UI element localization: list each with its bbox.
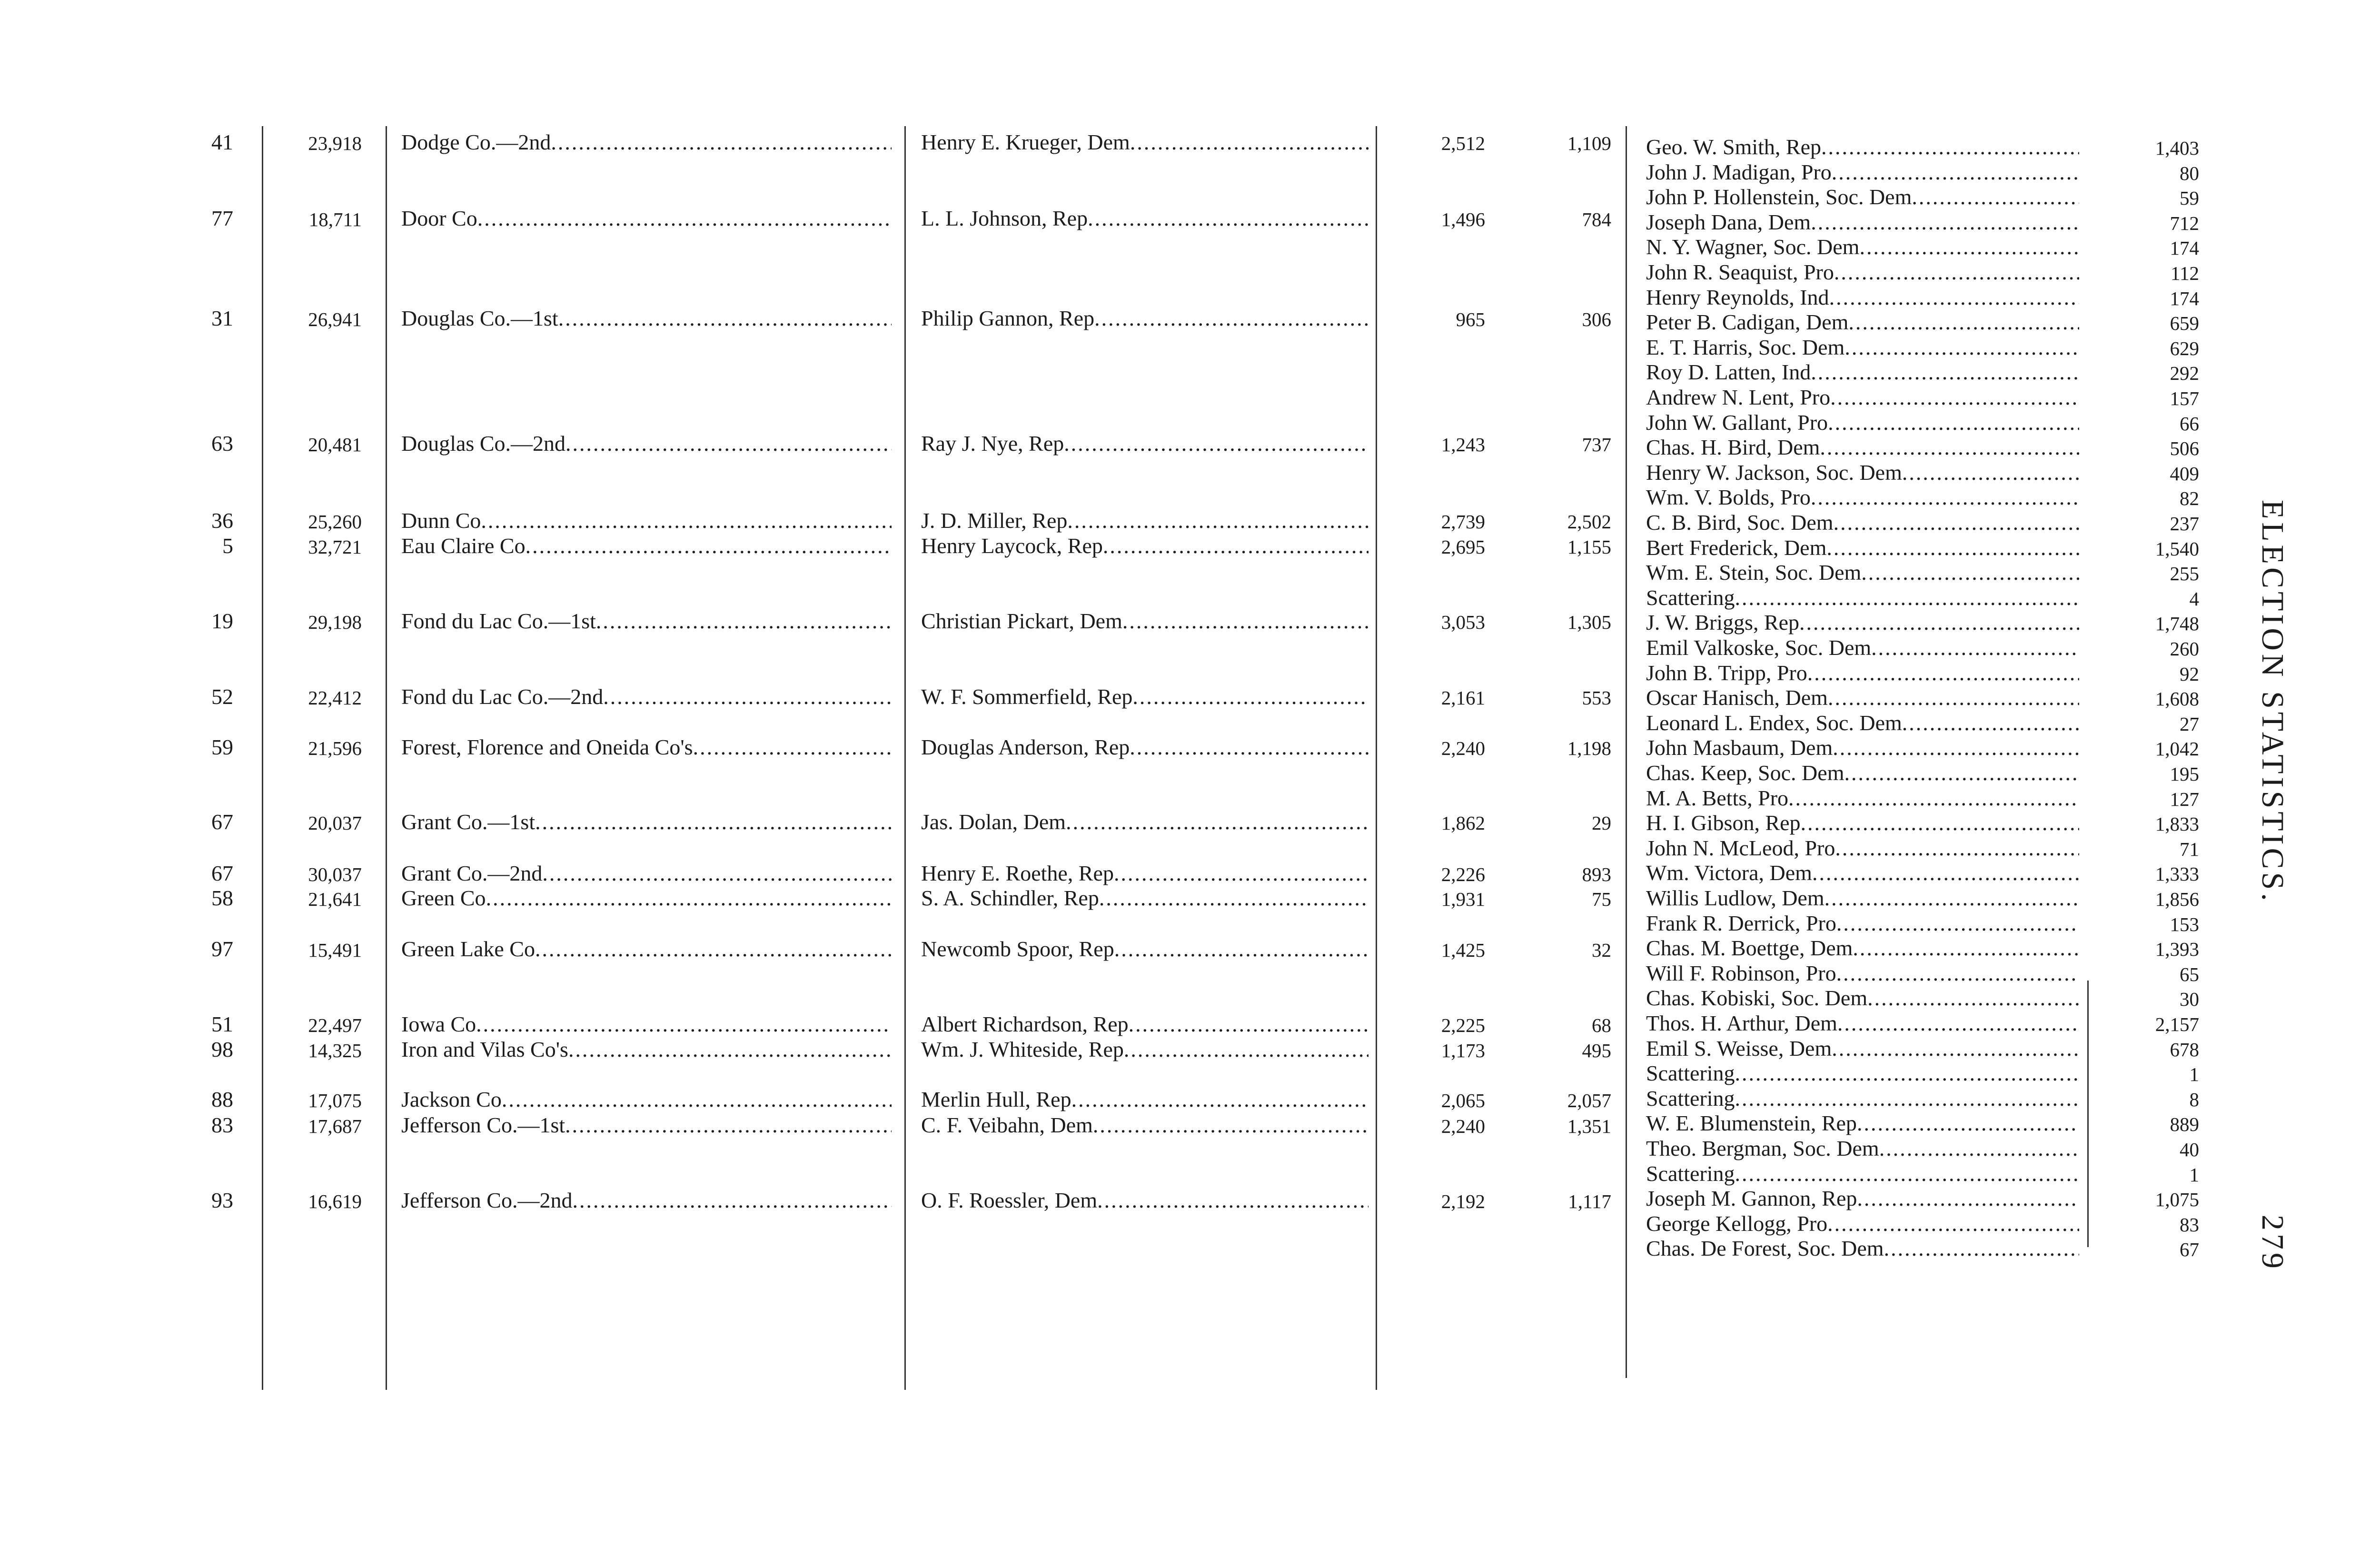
elected-cell (921, 206, 1368, 231)
opponent-votes: 1,393 (2155, 938, 2199, 961)
opponent-votes: 8 (2189, 1088, 2199, 1110)
opponent-cell (1646, 961, 2079, 986)
opponent-votes: 82 (2180, 487, 2199, 510)
vote-count: 1,425 (1441, 939, 1485, 961)
elected-name: Newcomb Spoor, Rep ..... (921, 937, 1368, 961)
row-number: 19 (211, 609, 233, 633)
population: 30,037 (308, 863, 362, 885)
opponent-votes: 260 (2170, 638, 2199, 660)
district-name: Eau Claire Co ..... (401, 534, 892, 558)
opponent-name: Bert Frederick, Dem ..... (1646, 535, 2079, 560)
vote-count: 2,225 (1441, 1014, 1485, 1036)
elected-name: O. F. Roessler, Dem ..... (921, 1188, 1368, 1212)
column-rule (1626, 126, 1627, 1378)
district-name: Door Co ..... (401, 206, 892, 230)
vote-count: 2,695 (1441, 536, 1485, 558)
district-name: Iron and Vilas Co's ..... (401, 1037, 892, 1061)
opponent-cell (1646, 285, 2079, 310)
opponent-votes: 174 (2170, 237, 2199, 259)
row-number: 51 (211, 1012, 233, 1036)
elected-cell (921, 936, 1368, 961)
opponent-name: Henry Reynolds, Ind ..... (1646, 285, 2079, 309)
district-name: Jefferson Co.—2nd ..... (401, 1188, 892, 1212)
district-cell (401, 608, 892, 634)
plurality: 737 (1582, 434, 1611, 456)
opponent-cell (1646, 1161, 2079, 1186)
district-name: Dunn Co ..... (401, 508, 892, 533)
district-cell (401, 936, 892, 961)
opponent-name: Joseph Dana, Dem ..... (1646, 210, 2079, 234)
district-cell (401, 306, 892, 331)
opponent-cell (1646, 610, 2079, 635)
opponent-name: John B. Tripp, Pro ..... (1646, 661, 2079, 685)
district-cell (401, 885, 892, 911)
opponent-cell (1646, 935, 2079, 961)
opponent-cell (1646, 335, 2079, 360)
district-cell (401, 734, 892, 760)
vote-count: 2,240 (1441, 737, 1485, 759)
vote-count: 1,173 (1441, 1040, 1485, 1061)
opponent-name: George Kellogg, Pro ..... (1646, 1211, 2079, 1236)
vote-count: 965 (1456, 308, 1485, 330)
vote-count: 2,240 (1441, 1115, 1485, 1137)
opponent-name: Roy D. Latten, Ind ..... (1646, 360, 2079, 384)
district-name: Jefferson Co.—1st ..... (401, 1113, 892, 1137)
population: 21,596 (308, 737, 362, 759)
district-name: Douglas Co.—2nd ..... (401, 431, 892, 456)
opponent-name: Will F. Robinson, Pro ..... (1646, 961, 2079, 985)
plurality: 1,305 (1567, 611, 1611, 633)
running-head: ELECTION STATISTICS. (2255, 500, 2290, 904)
plurality: 495 (1582, 1040, 1611, 1061)
opponent-name: Willis Ludlow, Dem ..... (1646, 886, 2079, 910)
district-name: Fond du Lac Co.—1st ..... (401, 609, 892, 633)
population: 25,260 (308, 511, 362, 533)
row-number: 63 (211, 431, 233, 456)
elected-cell (921, 1087, 1368, 1112)
district-cell (401, 1037, 892, 1062)
opponent-votes: 65 (2180, 963, 2199, 985)
district-cell (401, 431, 892, 456)
opponent-cell (1646, 485, 2079, 510)
plurality: 553 (1582, 687, 1611, 709)
opponent-cell (1646, 1036, 2079, 1061)
elected-name: S. A. Schindler, Rep ..... (921, 886, 1368, 910)
opponent-votes: 30 (2180, 988, 2199, 1011)
elected-cell (921, 508, 1368, 533)
opponent-name: Scattering ..... (1646, 1086, 2079, 1110)
elected-name: Philip Gannon, Rep ..... (921, 306, 1368, 330)
opponent-votes: 1,856 (2155, 888, 2199, 910)
opponent-cell (1646, 835, 2079, 861)
vote-count: 1,243 (1441, 434, 1485, 456)
column-rule (2087, 981, 2089, 1247)
district-cell (401, 206, 892, 231)
opponent-votes: 1,333 (2155, 863, 2199, 885)
opponent-cell (1646, 685, 2079, 710)
opponent-votes: 1,748 (2155, 613, 2199, 635)
district-cell (401, 1188, 892, 1213)
district-cell (401, 508, 892, 533)
vote-count: 1,931 (1441, 888, 1485, 910)
elected-cell (921, 1112, 1368, 1138)
district-name: Douglas Co.—1st ..... (401, 306, 892, 330)
population: 29,198 (308, 611, 362, 633)
opponent-name: Leonard L. Endex, Soc. Dem ..... (1646, 711, 2079, 735)
vote-count: 2,065 (1441, 1090, 1485, 1111)
opponent-votes: 67 (2180, 1239, 2199, 1261)
row-number: 77 (211, 206, 233, 230)
opponent-name: Chas. M. Boettge, Dem ..... (1646, 936, 2079, 960)
opponent-name: Henry W. Jackson, Soc. Dem ..... (1646, 460, 2079, 485)
opponent-cell (1646, 510, 2079, 535)
elected-name: Albert Richardson, Rep ..... (921, 1012, 1368, 1036)
district-cell (401, 1011, 892, 1037)
opponent-name: John J. Madigan, Pro ..... (1646, 160, 2079, 184)
opponent-cell (1646, 259, 2079, 285)
opponent-name: Thos. H. Arthur, Dem ..... (1646, 1011, 2079, 1035)
plurality: 2,057 (1567, 1090, 1611, 1111)
elected-name: Christian Pickart, Dem ..... (921, 609, 1368, 633)
elected-cell (921, 861, 1368, 886)
opponent-votes: 195 (2170, 763, 2199, 785)
page-number: 279 (2255, 1215, 2290, 1272)
opponent-votes: 1,608 (2155, 688, 2199, 710)
elected-name: Merlin Hull, Rep ..... (921, 1087, 1368, 1111)
opponent-cell (1646, 209, 2079, 235)
plurality: 1,117 (1568, 1190, 1611, 1212)
row-number: 67 (211, 810, 233, 834)
population: 15,491 (308, 939, 362, 961)
row-number: 31 (211, 306, 233, 330)
column-rule (262, 126, 263, 1390)
opponent-name: Chas. H. Bird, Dem ..... (1646, 435, 2079, 459)
opponent-cell (1646, 1186, 2079, 1211)
opponent-name: Chas. Kobiski, Soc. Dem ..... (1646, 986, 2079, 1010)
elected-name: Henry E. Krueger, Dem ..... (921, 130, 1368, 154)
vote-count: 2,512 (1441, 132, 1485, 154)
opponent-name: Oscar Hanisch, Dem ..... (1646, 685, 2079, 710)
population: 26,941 (308, 308, 362, 330)
vote-count: 2,192 (1441, 1190, 1485, 1212)
row-number: 67 (211, 861, 233, 885)
opponent-cell (1646, 735, 2079, 760)
opponent-name: Scattering ..... (1646, 1061, 2079, 1085)
opponent-votes: 1,042 (2155, 738, 2199, 760)
opponent-name: Theo. Bergman, Soc. Dem ..... (1646, 1136, 2079, 1160)
opponent-votes: 409 (2170, 462, 2199, 485)
opponent-cell (1646, 1060, 2079, 1086)
elected-name: Henry E. Roethe, Rep ..... (921, 861, 1368, 885)
elected-cell (921, 306, 1368, 331)
opponent-name: Geo. W. Smith, Rep ..... (1646, 135, 2079, 159)
population: 32,721 (308, 536, 362, 558)
vote-count: 2,161 (1441, 687, 1485, 709)
opponent-votes: 80 (2180, 162, 2199, 184)
opponent-name: N. Y. Wagner, Soc. Dem ..... (1646, 235, 2079, 259)
elected-cell (921, 431, 1368, 456)
opponent-cell (1646, 760, 2079, 785)
plurality: 68 (1592, 1014, 1611, 1036)
opponent-name: W. E. Blumenstein, Rep ..... (1646, 1111, 2079, 1135)
opponent-name: Joseph M. Gannon, Rep ..... (1646, 1186, 2079, 1210)
population: 17,687 (308, 1115, 362, 1137)
row-number: 88 (211, 1087, 233, 1111)
elected-cell (921, 885, 1368, 911)
row-number: 41 (211, 130, 233, 154)
opponent-cell (1646, 1110, 2079, 1136)
row-number: 83 (211, 1113, 233, 1137)
opponent-cell (1646, 1086, 2079, 1111)
row-number: 36 (211, 508, 233, 533)
opponent-votes: 1 (2189, 1163, 2199, 1186)
elected-cell (921, 533, 1368, 558)
opponent-votes: 237 (2170, 513, 2199, 535)
opponent-votes: 1 (2189, 1063, 2199, 1086)
opponent-votes: 112 (2171, 262, 2199, 284)
opponent-cell (1646, 810, 2079, 835)
elected-cell (921, 684, 1368, 709)
opponent-cell (1646, 1211, 2079, 1236)
row-number: 98 (211, 1037, 233, 1061)
column-rule (1376, 126, 1377, 1390)
opponent-votes: 889 (2170, 1113, 2199, 1136)
opponent-name: Wm. Victora, Dem ..... (1646, 861, 2079, 885)
elected-name: W. F. Sommerfield, Rep ..... (921, 684, 1368, 709)
plurality: 75 (1592, 888, 1611, 910)
district-name: Grant Co.—2nd ..... (401, 861, 892, 885)
column-rule (904, 126, 906, 1390)
opponent-cell (1646, 985, 2079, 1011)
elected-name: Wm. J. Whiteside, Rep ..... (921, 1037, 1368, 1061)
opponent-votes: 712 (2170, 212, 2199, 234)
opponent-name: Andrew N. Lent, Pro ..... (1646, 385, 2079, 409)
elected-cell (921, 1011, 1368, 1037)
opponent-votes: 40 (2180, 1139, 2199, 1160)
elected-cell (921, 608, 1368, 634)
population: 20,481 (308, 434, 362, 456)
opponent-votes: 4 (2189, 587, 2199, 610)
opponent-cell (1646, 660, 2079, 685)
opponent-cell (1646, 1136, 2079, 1161)
opponent-votes: 678 (2170, 1038, 2199, 1060)
opponent-cell (1646, 710, 2079, 735)
opponent-votes: 127 (2170, 788, 2199, 810)
opponent-name: Wm. E. Stein, Soc. Dem ..... (1646, 560, 2079, 585)
opponent-cell (1646, 309, 2079, 335)
opponent-name: John W. Gallant, Pro ..... (1646, 410, 2079, 435)
opponent-cell (1646, 359, 2079, 385)
district-name: Green Co ..... (401, 886, 892, 910)
opponent-votes: 255 (2170, 563, 2199, 585)
opponent-votes: 2,157 (2155, 1013, 2199, 1035)
elected-name: Ray J. Nye, Rep ..... (921, 431, 1368, 456)
population: 14,325 (308, 1040, 362, 1061)
opponent-cell (1646, 885, 2079, 911)
opponent-name: Peter B. Cadigan, Dem ..... (1646, 310, 2079, 334)
population: 20,037 (308, 812, 362, 834)
opponent-cell (1646, 410, 2079, 435)
row-number: 5 (222, 534, 233, 558)
opponent-cell (1646, 460, 2079, 485)
plurality: 2,502 (1567, 511, 1611, 533)
opponent-votes: 1,833 (2155, 813, 2199, 835)
district-cell (401, 861, 892, 886)
district-cell (401, 809, 892, 834)
opponent-cell (1646, 1011, 2079, 1036)
vote-count: 3,053 (1441, 611, 1485, 633)
plurality: 893 (1582, 863, 1611, 885)
district-name: Green Lake Co ..... (401, 937, 892, 961)
opponent-votes: 59 (2180, 187, 2199, 209)
district-cell (401, 129, 892, 155)
elected-name: Douglas Anderson, Rep ..... (921, 735, 1368, 759)
opponent-votes: 174 (2170, 287, 2199, 309)
opponent-votes: 1,403 (2155, 137, 2199, 159)
opponent-cell (1646, 560, 2079, 585)
opponent-cell (1646, 435, 2079, 460)
opponent-votes: 92 (2180, 663, 2199, 685)
opponent-name: Scattering ..... (1646, 1161, 2079, 1186)
vote-count: 2,739 (1441, 511, 1485, 533)
opponent-votes: 153 (2170, 913, 2199, 935)
population: 18,711 (308, 208, 362, 230)
elected-name: J. D. Miller, Rep ..... (921, 508, 1368, 533)
district-name: Grant Co.—1st ..... (401, 810, 892, 834)
opponent-cell (1646, 535, 2079, 560)
plurality: 306 (1582, 308, 1611, 330)
vote-count: 1,862 (1441, 812, 1485, 834)
opponent-cell (1646, 385, 2079, 410)
elected-name: L. L. Johnson, Rep ..... (921, 206, 1368, 230)
population: 16,619 (308, 1190, 362, 1212)
opponent-name: Emil Valkoske, Soc. Dem ..... (1646, 635, 2079, 660)
opponent-cell (1646, 184, 2079, 209)
district-name: Jackson Co ..... (401, 1087, 892, 1111)
opponent-name: Chas. Keep, Soc. Dem ..... (1646, 761, 2079, 785)
opponent-cell (1646, 585, 2079, 610)
opponent-votes: 157 (2170, 387, 2199, 409)
district-cell (401, 1087, 892, 1112)
opponent-cell (1646, 860, 2079, 885)
opponent-name: John Masbaum, Dem ..... (1646, 735, 2079, 760)
opponent-votes: 1,540 (2155, 537, 2199, 560)
district-cell (401, 1112, 892, 1138)
opponent-name: H. I. Gibson, Rep ..... (1646, 811, 2079, 835)
plurality: 1,198 (1567, 737, 1611, 759)
district-name: Dodge Co.—2nd ..... (401, 130, 892, 154)
row-number: 59 (211, 735, 233, 759)
elected-cell (921, 1037, 1368, 1062)
plurality: 1,351 (1567, 1115, 1611, 1137)
opponent-name: John N. McLeod, Pro ..... (1646, 836, 2079, 860)
vote-count: 2,226 (1441, 863, 1485, 885)
row-number: 97 (211, 937, 233, 961)
population: 17,075 (308, 1090, 362, 1111)
elected-cell (921, 1188, 1368, 1213)
population: 22,412 (308, 687, 362, 709)
opponent-name: John P. Hollenstein, Soc. Dem ..... (1646, 185, 2079, 209)
opponent-votes: 1,075 (2155, 1189, 2199, 1211)
opponent-votes: 66 (2180, 412, 2199, 435)
opponent-votes: 629 (2170, 337, 2199, 359)
opponent-cell (1646, 134, 2079, 159)
district-name: Iowa Co ..... (401, 1012, 892, 1036)
opponent-votes: 659 (2170, 312, 2199, 335)
population: 22,497 (308, 1014, 362, 1036)
elected-cell (921, 129, 1368, 155)
opponent-cell (1646, 234, 2079, 259)
opponent-cell (1646, 785, 2079, 811)
row-number: 93 (211, 1188, 233, 1212)
row-number: 58 (211, 886, 233, 910)
opponent-name: C. B. Bird, Soc. Dem ..... (1646, 510, 2079, 535)
opponent-name: John R. Seaquist, Pro ..... (1646, 260, 2079, 284)
opponent-cell (1646, 159, 2079, 185)
district-cell (401, 533, 892, 558)
plurality: 32 (1592, 939, 1611, 961)
opponent-name: Scattering ..... (1646, 585, 2079, 610)
opponent-votes: 27 (2180, 713, 2199, 735)
elected-name: Jas. Dolan, Dem ..... (921, 810, 1368, 834)
opponent-name: Frank R. Derrick, Pro ..... (1646, 911, 2079, 935)
opponent-name: Wm. V. Bolds, Pro ..... (1646, 485, 2079, 509)
row-number: 52 (211, 684, 233, 709)
opponent-votes: 71 (2180, 838, 2199, 860)
opponent-cell (1646, 911, 2079, 936)
opponent-name: M. A. Betts, Pro ..... (1646, 786, 2079, 810)
opponent-cell (1646, 1236, 2079, 1261)
opponent-cell (1646, 635, 2079, 660)
plurality: 784 (1582, 208, 1611, 230)
opponent-votes: 83 (2180, 1213, 2199, 1236)
district-name: Forest, Florence and Oneida Co's ..... (401, 735, 892, 759)
plurality: 1,109 (1567, 132, 1611, 154)
population: 23,918 (308, 132, 362, 154)
district-name: Fond du Lac Co.—2nd ..... (401, 684, 892, 709)
opponent-votes: 292 (2170, 362, 2199, 385)
plurality: 1,155 (1567, 536, 1611, 558)
vote-count: 1,496 (1441, 208, 1485, 230)
opponent-name: Chas. De Forest, Soc. Dem ..... (1646, 1236, 2079, 1260)
population: 21,641 (308, 888, 362, 910)
elected-cell (921, 734, 1368, 760)
district-cell (401, 684, 892, 709)
opponent-name: Emil S. Weisse, Dem ..... (1646, 1036, 2079, 1060)
opponent-votes: 506 (2170, 437, 2199, 460)
elected-cell (921, 809, 1368, 834)
elected-name: C. F. Veibahn, Dem ..... (921, 1113, 1368, 1137)
opponent-name: E. T. Harris, Soc. Dem ..... (1646, 335, 2079, 359)
opponent-name: J. W. Briggs, Rep ..... (1646, 610, 2079, 634)
plurality: 29 (1592, 812, 1611, 834)
elected-name: Henry Laycock, Rep ..... (921, 534, 1368, 558)
column-rule (386, 126, 387, 1390)
